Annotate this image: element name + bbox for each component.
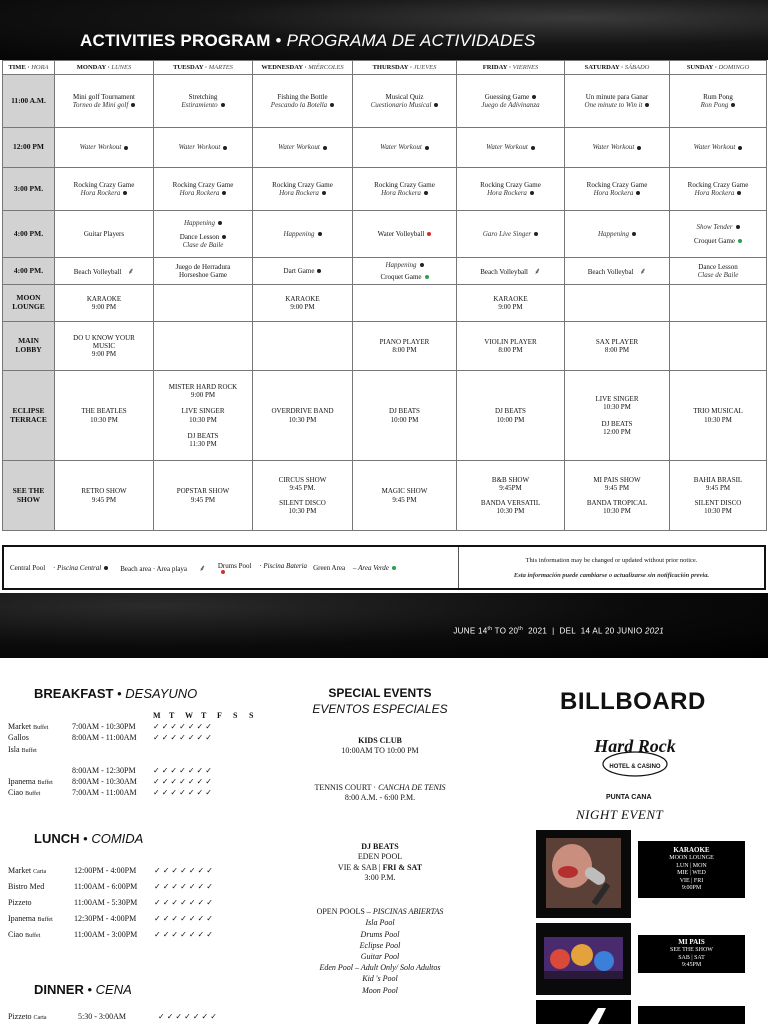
activity-cell: Stretching Estiramiento: [154, 75, 253, 128]
kids-club: KIDS CLUB 10:00AM TO 10:00 PM: [341, 736, 419, 756]
event-poster-3: [536, 1000, 631, 1024]
activity-cell: Happening Dance Lesson Clase de Baile: [154, 211, 253, 258]
activity-cell: Happening: [253, 211, 353, 258]
activity-cell: Guitar Players: [55, 211, 154, 258]
weekday-checks: ✓ ✓ ✓ ✓ ✓ ✓ ✓: [154, 898, 213, 907]
weekday-letter: S: [249, 711, 254, 720]
central-pool-dot: [424, 191, 428, 195]
central-pool-dot: [223, 146, 227, 150]
meal-row: [8, 777, 298, 788]
col-saturday: SATURDAY · SÁBADO: [565, 61, 670, 75]
restaurant-hours: 12:30PM - 4:00PM: [74, 914, 137, 923]
weekday-checks: ✓ ✓ ✓ ✓ ✓ ✓ ✓: [154, 882, 213, 891]
meal-row: [8, 930, 298, 941]
time-cell: 4:00 PM.: [3, 258, 55, 285]
central-pool-dot: [645, 103, 649, 107]
date-band: [0, 593, 768, 658]
activity-cell: DJ BEATS 10:00 PM: [353, 371, 457, 461]
activity-cell: KARAOKE 9:00 PM: [55, 285, 154, 322]
night-event-heading: NIGHT EVENT: [576, 807, 664, 822]
col-friday: FRIDAY · VIERNES: [457, 61, 565, 75]
weekday-letter: W: [185, 711, 193, 720]
schedule-row-1600b: [3, 258, 767, 285]
special-events-heading: SPECIAL EVENTS EVENTOS ESPECIALES: [312, 686, 448, 716]
activity-cell: [670, 322, 767, 371]
weekday-letter: T: [201, 711, 207, 720]
pool-item: Isla Pool: [365, 918, 395, 928]
schedule-row-1600a: [3, 211, 767, 258]
activity-cell: BAHIA BRASIL 9:45 PM SILENT DISCO 10:30 PM: [670, 461, 767, 531]
weekday-checks: ✓ ✓ ✓ ✓ ✓ ✓ ✓: [153, 788, 212, 797]
activity-cell: Rocking Crazy Game Hora Rockera: [353, 168, 457, 211]
activity-cell: Water Workout: [353, 128, 457, 168]
central-pool-dot: [636, 191, 640, 195]
restaurant-name: Ciao Buffet: [8, 930, 41, 939]
karaoke-event: KARAOKE MOON LOUNGE LUN | MON MIE | WED VIE | FRI 9:00PM: [638, 841, 745, 898]
restaurant-name: Market Carta: [8, 866, 47, 875]
col-sunday: SUNDAY · DOMINGO: [670, 61, 767, 75]
legend-green: Green Area – Area Verde: [313, 564, 402, 572]
activity-cell: Beach Volleyball ⸙: [55, 258, 154, 285]
legend-drums: Drums Pool · Piscina Bateria: [218, 562, 307, 574]
central-pool-dot: [330, 103, 334, 107]
venue-cell: SEE THE SHOW: [3, 461, 55, 531]
central-pool-dot: [123, 191, 127, 195]
meal-row: [8, 745, 298, 756]
breakfast-heading: BREAKFAST • DESAYUNO: [34, 686, 198, 701]
central-pool-dot: [221, 103, 225, 107]
central-pool-dot: [318, 232, 322, 236]
weekday-checks: ✓ ✓ ✓ ✓ ✓ ✓ ✓: [154, 866, 213, 875]
central-pool-dot: [736, 225, 740, 229]
restaurant-hours: 7:00AM - 10:30PM: [72, 722, 136, 731]
activity-cell: KARAOKE 9:00 PM: [457, 285, 565, 322]
restaurant-name: Pizzeto: [8, 898, 32, 907]
schedule-row-see-the-show: [3, 461, 767, 531]
palm-tree-icon: ⸙: [639, 265, 647, 276]
activity-cell: Musical Quiz Cuestionario Musical: [353, 75, 457, 128]
activity-cell: POPSTAR SHOW 9:45 PM: [154, 461, 253, 531]
restaurant-hours: 8:00AM - 10:30AM: [72, 777, 137, 786]
activity-cell: Water Workout: [253, 128, 353, 168]
activity-cell: Garo Live Singer: [457, 211, 565, 258]
pool-item: Eclipse Pool: [359, 940, 401, 950]
restaurant-hours: 11:00AM - 5:30PM: [74, 898, 138, 907]
activity-cell: Rocking Crazy Game Hora Rockera: [670, 168, 767, 211]
weekday-checks: ✓ ✓ ✓ ✓ ✓ ✓ ✓: [154, 930, 213, 939]
central-pool-dot: [317, 269, 321, 273]
activity-cell: Beach Volleyball ⸙: [457, 258, 565, 285]
meal-row: [8, 766, 298, 777]
palm-tree-icon: ⸙: [127, 265, 135, 276]
dj-beats: DJ BEATS EDEN POOL VIE & SAB | FRI & SAT 3:00 P.M.: [337, 842, 423, 883]
central-pool-dot: [323, 146, 327, 150]
central-pool-dot: [632, 232, 636, 236]
activity-cell: KARAOKE 9:00 PM: [253, 285, 353, 322]
open-pools: OPEN POOLS – PISCINAS ABIERTAS Isla Pool Drums Pool Eclipse Pool Guitar Pool Eden Pool – Adult Only/ Solo Adultos Kid 's Pool Moon Pool: [290, 907, 470, 996]
activity-cell: Rocking Crazy Game Hora Rockera: [565, 168, 670, 211]
green-area-dot: [738, 239, 742, 243]
page-title: ACTIVITIES PROGRAM • PROGRAMA DE ACTIVIDADES: [80, 31, 536, 50]
weekday-letter: T: [169, 711, 175, 720]
legend-beach: Beach area · Area playa ⸙: [120, 563, 206, 573]
activity-cell: MISTER HARD ROCK 9:00 PM LIVE SINGER 10:30 PM DJ BEATS 11:30 PM: [154, 371, 253, 461]
central-pool-dot: [531, 146, 535, 150]
activity-cell: Rocking Crazy Game Hora Rockera: [55, 168, 154, 211]
activity-cell: Fishing the Bottle Pescando la Botella: [253, 75, 353, 128]
logo-subtitle: HOTEL & CASINO: [609, 764, 661, 770]
col-thursday: THURSDAY · JUEVES: [353, 61, 457, 75]
activity-cell: Show Tender Croquet Game: [670, 211, 767, 258]
activity-cell: Rocking Crazy Game Hora Rockera: [457, 168, 565, 211]
restaurant-hours: 11:00AM - 3:00PM: [74, 930, 138, 939]
venue-cell: MOON LOUNGE: [3, 285, 55, 322]
schedule-row-main-lobby: [3, 322, 767, 371]
weekday-checks: ✓ ✓ ✓ ✓ ✓ ✓ ✓: [153, 766, 212, 775]
meal-row: [8, 866, 298, 877]
central-pool-dot: [731, 103, 735, 107]
central-pool-dot: [222, 235, 226, 239]
event-box-3: [638, 1006, 745, 1024]
restaurant-name: Pizzeto Carta: [8, 1012, 47, 1021]
activity-cell: Water Volleyball: [353, 211, 457, 258]
restaurant-hours: 5:30 - 3:00AM: [78, 1012, 126, 1021]
legend-bar: [2, 545, 766, 590]
central-pool-dot: [124, 146, 128, 150]
green-area-dot: [425, 275, 429, 279]
weekday-checks: ✓ ✓ ✓ ✓ ✓ ✓ ✓: [158, 1012, 217, 1021]
mi-pais-image: [536, 923, 631, 995]
restaurant-hours: 8:00AM - 12:30PM: [72, 766, 136, 775]
activity-cell: Guessing Game Juego de Adivinanza: [457, 75, 565, 128]
restaurant-name: Gallos: [8, 733, 29, 742]
col-tuesday: TUESDAY · MARTES: [154, 61, 253, 75]
activity-cell: [565, 285, 670, 322]
activity-cell: Un minute para Ganar One minute to Win it: [565, 75, 670, 128]
activity-cell: Happening Croquet Game: [353, 258, 457, 285]
time-cell: 11:00 A.M.: [3, 75, 55, 128]
weekday-checks: ✓ ✓ ✓ ✓ ✓ ✓ ✓: [154, 914, 213, 923]
central-pool-dot: [420, 263, 424, 267]
activity-cell: RETRO SHOW 9:45 PM: [55, 461, 154, 531]
restaurant-hours: 7:00AM - 11:00AM: [72, 788, 137, 797]
green-area-dot: [392, 566, 396, 570]
activity-cell: [154, 322, 253, 371]
restaurant-name: Isla Buffet: [8, 745, 37, 754]
pool-item: Guitar Pool: [360, 951, 400, 961]
central-pool-dot: [222, 191, 226, 195]
pool-item: Moon Pool: [362, 985, 398, 995]
schedule-header-row: [3, 61, 767, 75]
central-pool-dot: [218, 221, 222, 225]
location-label: PUNTA CANA: [606, 794, 652, 801]
weekday-letter: M: [153, 711, 161, 720]
restaurant-hours: 8:00AM - 11:00AM: [72, 733, 137, 742]
venue-cell: MAIN LOBBY: [3, 322, 55, 371]
activity-cell: Happening: [565, 211, 670, 258]
activity-cell: CIRCUS SHOW 9:45 PM. SILENT DISCO 10:30 PM: [253, 461, 353, 531]
restaurant-name: Bistro Med: [8, 882, 45, 891]
palm-tree-icon: ⸙: [534, 265, 541, 276]
restaurant-name: Ipanema Buffet: [8, 777, 53, 786]
time-cell: 4:00 PM.: [3, 211, 55, 258]
col-wednesday: WEDNESDAY · MIÉRCOLES: [253, 61, 353, 75]
activity-cell: DJ BEATS 10:00 PM: [457, 371, 565, 461]
meal-row: [8, 722, 298, 733]
drums-pool-dot: [427, 232, 431, 236]
pool-item: Drums Pool: [360, 929, 400, 939]
meal-row: [8, 882, 298, 893]
activity-cell: Water Workout: [154, 128, 253, 168]
activity-cell: Rocking Crazy Game Hora Rockera: [253, 168, 353, 211]
weekday-letter: F: [217, 711, 222, 720]
meal-row: [8, 1012, 298, 1023]
restaurant-hours: 11:00AM - 6:00PM: [74, 882, 138, 891]
notice: [459, 547, 764, 588]
logo-wordmark: Hard Rock: [594, 736, 676, 756]
palm-tree-icon: ⸙: [199, 563, 206, 573]
central-pool-dot: [530, 191, 534, 195]
location-legend: [4, 547, 459, 588]
weekday-checks: ✓ ✓ ✓ ✓ ✓ ✓ ✓: [153, 733, 212, 742]
weekday-checks: ✓ ✓ ✓ ✓ ✓ ✓ ✓: [153, 722, 212, 731]
central-pool-dot: [434, 103, 438, 107]
notice-es: Esta información puede cambiarse o actualizarse sin notificación previa.: [513, 571, 710, 579]
central-pool-dot: [425, 146, 429, 150]
billboard-title: BILLBOARD: [560, 688, 706, 715]
activity-cell: THE BEATLES 10:30 PM: [55, 371, 154, 461]
col-monday: MONDAY · LUNES: [55, 61, 154, 75]
activity-cell: Juego de Herradura Horseshoe Game: [154, 258, 253, 285]
schedule-table: [2, 60, 767, 531]
central-pool-dot: [534, 232, 538, 236]
central-pool-dot: [738, 146, 742, 150]
drums-pool-dot: [221, 570, 225, 574]
tennis-court: TENNIS COURT · CANCHA DE TENIS 8:00 A.M. - 6:00 P.M.: [314, 783, 446, 803]
schedule-row-1500: [3, 168, 767, 211]
schedule-row-1100: [3, 75, 767, 128]
time-cell: 3:00 PM.: [3, 168, 55, 211]
activity-cell: Dart Game: [253, 258, 353, 285]
central-pool-dot: [131, 103, 135, 107]
activity-cell: OVERDRIVE BAND 10:30 PM: [253, 371, 353, 461]
activity-cell: [353, 285, 457, 322]
central-pool-dot: [104, 566, 108, 570]
activity-cell: Dance Lesson Clase de Baile: [670, 258, 767, 285]
hard-rock-logo: [580, 732, 690, 782]
activity-cell: Water Workout: [55, 128, 154, 168]
pool-item: Eden Pool – Adult Only/ Solo Adultos: [319, 963, 441, 973]
central-pool-dot: [637, 146, 641, 150]
activity-cell: [670, 285, 767, 322]
restaurant-name: Market Buffet: [8, 722, 49, 731]
lunch-heading: LUNCH • COMIDA: [34, 831, 144, 846]
activity-cell: DO U KNOW YOUR MUSIC 9:00 PM: [55, 322, 154, 371]
karaoke-image: [536, 830, 631, 918]
activity-cell: Rum Pong Ron Pong: [670, 75, 767, 128]
schedule-row-eclipse-terrace: [3, 371, 767, 461]
weekday-checks: ✓ ✓ ✓ ✓ ✓ ✓ ✓: [153, 777, 212, 786]
special-events: [290, 686, 470, 1024]
dinner-heading: DINNER • CENA: [34, 982, 132, 997]
pool-item: Kid 's Pool: [362, 974, 398, 984]
notice-en: This information may be changed or updated without prior notice.: [525, 556, 698, 564]
restaurant-hours: 12:00PM - 4:00PM: [74, 866, 137, 875]
restaurant-name: Ciao Buffet: [8, 788, 41, 797]
time-cell: 12:00 PM: [3, 128, 55, 168]
central-pool-dot: [737, 191, 741, 195]
activity-cell: Water Workout: [670, 128, 767, 168]
activity-cell: VIOLIN PLAYER 8:00 PM: [457, 322, 565, 371]
activity-cell: PIANO PLAYER 8:00 PM: [353, 322, 457, 371]
col-time: TIME · HORA: [3, 61, 55, 75]
activity-cell: LIVE SINGER 10:30 PM DJ BEATS 12:00 PM: [565, 371, 670, 461]
central-pool-dot: [322, 191, 326, 195]
schedule-row-1200: [3, 128, 767, 168]
restaurant-name: Ipanema Buffet: [8, 914, 53, 923]
central-pool-dot: [532, 95, 536, 99]
activity-cell: TRIO MUSICAL 10:30 PM: [670, 371, 767, 461]
activity-cell: Rocking Crazy Game Hora Rockera: [154, 168, 253, 211]
header-banner: [0, 0, 768, 60]
activity-cell: [154, 285, 253, 322]
activity-cell: Water Workout: [457, 128, 565, 168]
meal-row: [8, 898, 298, 909]
venue-cell: ECLIPSE TERRACE: [3, 371, 55, 461]
activity-cell: Beach Volleybal ⸙: [565, 258, 670, 285]
weekday-letter: S: [233, 711, 238, 720]
meal-row: [8, 914, 298, 925]
billboard: [530, 686, 768, 1024]
mi-pais-event: MI PAIS SEE THE SHOW SAB | SAT 9:45PM: [638, 935, 745, 973]
activity-cell: MAGIC SHOW 9:45 PM: [353, 461, 457, 531]
pool-list: [290, 917, 470, 995]
activity-cell: Mini golf Tournament Torneo de Mini golf: [55, 75, 154, 128]
schedule-row-moon-lounge: [3, 285, 767, 322]
activity-cell: B&B SHOW 9:45PM BANDA VERSATIL 10:30 PM: [457, 461, 565, 531]
meal-row: [8, 788, 298, 799]
restaurant-hours: [8, 686, 298, 1024]
activity-cell: [253, 322, 353, 371]
activity-cell: SAX PLAYER 8:00 PM: [565, 322, 670, 371]
activity-cell: Water Workout: [565, 128, 670, 168]
date-range: JUNE 14th TO 20th 2021 | DEL 14 AL 20 JUNIO 2021: [453, 626, 664, 636]
activity-cell: MI PAIS SHOW 9:45 PM BANDA TROPICAL 10:30 PM: [565, 461, 670, 531]
meal-row: [8, 733, 298, 744]
legend-central: Central Pool · Piscina Central: [10, 564, 114, 572]
